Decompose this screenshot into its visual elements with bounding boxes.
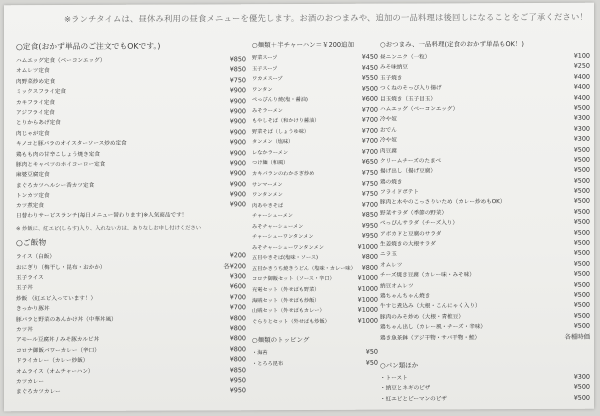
menu-item-name: フライドポテト [380, 189, 419, 196]
menu-item-price: ¥750 [361, 189, 378, 198]
menu-item-price: ¥700 [361, 115, 378, 125]
menu-item [252, 115, 378, 126]
menu-item-price: ¥500 [573, 217, 590, 227]
menu-item-name: タンメン（塩味） [252, 139, 294, 146]
menu-item [252, 357, 378, 368]
bread-list [380, 372, 590, 404]
menu-item-name: 鶏き魚茶鉢（アジ干物・サバ干物・鮭） [380, 334, 481, 342]
menu-item [16, 386, 246, 397]
menu-item-price: ¥850 [229, 55, 246, 64]
menu-item-price: ¥300 [573, 372, 590, 381]
menu-item-price: ¥1000 [357, 295, 378, 304]
menu-item-price: ¥500 [361, 84, 378, 93]
menu-item-name: オムライス（オムチャーハン） [16, 368, 94, 375]
menu-item-price: ¥900 [229, 159, 246, 168]
menu-item-name: ・納豆とネギのピザ [380, 385, 431, 392]
menu-item-name: みそチャーシューワンタンメン [252, 244, 324, 252]
menu-item-name: 鶏ちゃん出し（カレー風・チーズ・辛味） [380, 324, 487, 331]
menu-item-price: ¥1000 [357, 316, 378, 325]
menu-item-price: ¥700 [361, 126, 378, 135]
menu-item-price: ¥950 [229, 386, 246, 395]
menu-item-name: みそ味納豆 [380, 64, 408, 72]
menu-item [252, 168, 378, 179]
menu-item-price: ¥600 [361, 94, 378, 103]
menu-item-name: 野菜サラダ（季節の野菜） [380, 210, 448, 217]
menu-item-price: ¥850 [361, 210, 378, 219]
menu-item-price: ¥500 [573, 197, 590, 206]
menu-item [252, 252, 378, 263]
menu-item-name: アモール豆腐丼 / みそ豚カルビ丼 [16, 337, 100, 344]
menu-item-name: カツ丼 [16, 327, 33, 334]
menu-item-price: ¥900 [229, 86, 246, 95]
menu-item-price: ¥850 [229, 365, 246, 374]
menu-item-price: ¥500 [573, 207, 590, 216]
menu-item-price: ¥250 [573, 62, 590, 71]
menu-item-name: 豚バラと野菜のあんかけ丼（中華丼風） [16, 316, 117, 323]
menu-item-price: ¥500 [573, 311, 590, 320]
menu-item-price: ¥500 [573, 393, 590, 402]
menu-item-price: ¥300 [573, 134, 590, 143]
menu-item-price: ¥950 [361, 221, 378, 230]
menu-item-price: ¥400 [573, 93, 590, 102]
menu-item [380, 392, 590, 403]
menu-item-name: 肉野菜炒め定食 [16, 78, 56, 86]
menu-item-price: ¥600 [229, 282, 246, 291]
menu-item-name: コロナ御飯セット（ソース・辛口） [252, 276, 335, 283]
menu-item-price: ¥1000 [357, 274, 378, 283]
menu-item-price: ¥700 [361, 137, 378, 146]
menu-item-name: レなかラーメン [252, 149, 289, 157]
column-set-meals [16, 40, 246, 397]
set-meal-heading: ○定食(おかず単品のご注文でもOKです。) [16, 41, 161, 52]
menu-item-name: ワンタン [252, 86, 273, 93]
menu-item-name: チーズ焼き豆腐（カレー味・みそ味） [380, 272, 475, 279]
topping-list [252, 347, 378, 369]
menu-item-name: ・海苔 [252, 350, 268, 357]
menu-item-price: ¥650 [361, 158, 378, 167]
menu-item-name: オムレツ [380, 262, 403, 269]
menu-item [252, 73, 378, 84]
rice-heading: ○ご飯物 [16, 238, 47, 248]
noodle-heading: ○麺類＋半チャーハン＝￥200追加 [252, 40, 355, 50]
menu-item-price: ¥850 [229, 65, 246, 74]
menu-item-name: 納豆オムレツ [380, 283, 414, 290]
menu-item-name: ・トースト [380, 375, 408, 382]
menu-item [252, 315, 378, 326]
menu-item-price: ¥750 [229, 76, 246, 85]
menu-item-price: ¥800 [229, 324, 246, 333]
menu-item-name: 目玉焼き（玉子目玉） [380, 95, 436, 103]
menu-item-name: ・紅エビとピーマンのピザ [380, 396, 447, 403]
menu-item-price: ¥750 [361, 168, 378, 177]
menu-item-price: 各¥200 [223, 261, 246, 270]
menu-item-name: 昼ニンニク（一粒） [380, 54, 431, 61]
menu-item-price: ¥500 [573, 228, 590, 237]
menu-item [252, 220, 378, 231]
menu-item [252, 294, 378, 305]
menu-item-price: ¥900 [229, 190, 246, 199]
menu-item-name: まぐろカツカレー [16, 389, 61, 396]
menu-item-price: ¥500 [573, 269, 590, 279]
menu-item [252, 178, 378, 189]
menu-item [252, 189, 378, 200]
menu-item-price: ¥700 [361, 105, 378, 114]
menu-item-name: とりからあげ定食 [16, 120, 61, 127]
set-meal-list [16, 54, 246, 221]
menu-item-price: ¥500 [573, 176, 590, 185]
menu-item-name: サンマーメン [252, 181, 283, 188]
menu-item [252, 231, 378, 242]
menu-item-price: ¥950 [361, 231, 378, 241]
menu-item-name: 五目やきそば(塩味・ソース) [252, 255, 319, 262]
menu-item-name: ワンタンメン [252, 192, 283, 199]
menu-item-name: オムレツ定食 [16, 68, 50, 75]
menu-item-name: トンカツ定食 [16, 193, 50, 200]
menu-item-name: ・とろろ昆布 [252, 360, 284, 367]
rice-list [16, 250, 246, 396]
menu-item-price: ¥700 [361, 200, 378, 209]
menu-item [252, 273, 378, 284]
menu-item-name: おにぎり（梅干し・昆布・おかか） [16, 264, 106, 271]
menu-item-name: ドライカレー（カレー炒飯） [16, 358, 89, 365]
menu-item-price: ¥900 [229, 200, 246, 209]
menu-item-price: ¥700 [229, 293, 246, 302]
menu-item-price: ¥700 [361, 147, 378, 156]
menu-item-name: もやしそば（和かけり醤油） [252, 118, 320, 125]
menu-item-price: ¥500 [573, 259, 590, 268]
menu-item-price: ¥900 [229, 107, 246, 116]
menu-item-name: カキバランのわかさぎ炒め [252, 170, 315, 178]
menu-item [252, 147, 378, 158]
menu-item-price: ¥550 [361, 73, 378, 82]
menu-item-price: ¥500 [573, 301, 590, 310]
menu-item-name: 山賊セット（外せばもカレー） [252, 308, 325, 315]
column-snacks [380, 39, 590, 404]
menu-item-name: 玉子丼 [16, 285, 33, 292]
menu-item-price: ¥900 [229, 179, 246, 188]
menu-item-price: ¥750 [361, 179, 378, 188]
menu-item-price: ¥900 [229, 138, 246, 147]
menu-item [252, 83, 378, 94]
menu-item [252, 62, 378, 73]
menu-item-name: 玉子焼き [380, 75, 403, 82]
menu-item-price: ¥900 [229, 169, 246, 178]
menu-item-name: コロナ御飯パワーカレー（辛口） [16, 347, 100, 355]
menu-item-name: カツ煮定食 [16, 203, 44, 210]
menu-item-name: 肉あやきそば [252, 202, 284, 209]
bread-heading: ○パン類ほか [380, 361, 419, 370]
menu-item-price: ¥500 [573, 186, 590, 195]
menu-item-name: ミックスフライ定食 [16, 89, 67, 96]
menu-item-name: 牛すじ煮込み（大根・こんにゃく入り） [380, 303, 481, 311]
menu-item-name: 冷や奴 [380, 137, 397, 144]
menu-item-price: ¥500 [573, 103, 590, 112]
menu-item-price: ¥800 [229, 334, 246, 343]
menu-item-name: チャーシューメン [252, 213, 293, 220]
menu-item-name: 生姜焼きの大根サラダ [380, 241, 436, 248]
menu-item-name: クリームチーズのたまべ [380, 158, 442, 165]
menu-item-name: 玉子スープ [252, 65, 278, 72]
menu-item-name: 五目かきうち焼きうどん（塩味・カレー味） [252, 265, 356, 273]
menu-item [252, 305, 378, 316]
menu-item-name: 日替わりサービスランチ(毎日メニュー替わります)※人気商品です！ [16, 212, 188, 220]
menu-item-price: ¥500 [573, 383, 590, 392]
menu-item-name: 麻婆豆腐定食 [16, 172, 50, 179]
menu-item [252, 104, 378, 115]
menu-item-name: みそチャーシューメン [252, 223, 304, 230]
menu-item-price: ¥900 [229, 96, 246, 105]
menu-item-price: ¥450 [361, 63, 378, 72]
menu-item-name: 鶏ちゃんちゃん焼き [380, 293, 431, 300]
menu-item [252, 125, 378, 136]
menu-item-price: ¥900 [229, 117, 246, 126]
menu-item-name: 豚肉のみそ炒め（大根・青椎豆） [380, 314, 464, 321]
menu-item-name: ニラ玉 [380, 251, 397, 259]
menu-item-name: カツカレー [16, 379, 44, 386]
topping-heading: ○麺類のトッピング [252, 336, 310, 345]
menu-item-name: 肉豆腐 [380, 148, 397, 155]
menu-item [16, 210, 246, 221]
menu-item-name: 鶏もも肉の甘辛こしょう焼き定食 [16, 151, 100, 158]
menu-item-name: ぺっぴんサラダ（チーズ入り） [380, 220, 458, 227]
menu-item-name: ライス（白飯） [16, 254, 55, 261]
menu-item-name: みそラーメン [252, 107, 283, 114]
menu-item-name: 豚肉とキャベツのホイコーロー定食 [16, 161, 106, 169]
menu-item-price: ¥100 [573, 51, 590, 60]
menu-item-price: ¥50 [365, 358, 378, 367]
menu-item-price: ¥500 [573, 155, 590, 164]
menu-item [252, 136, 378, 147]
menu-item-price: ¥400 [573, 72, 590, 81]
menu-item [252, 347, 378, 358]
menu-item-name: 野菜そば（しょうゆ味） [252, 128, 310, 136]
menu-sheet [4, 3, 594, 412]
menu-item-price: ¥50 [365, 347, 378, 356]
menu-item-name: 玉子ライス [16, 275, 44, 282]
menu-item-name: 野菜スープ [252, 55, 278, 62]
snack-heading: ○おつまみ、一品料理(定食のおかず単品もOK！) [380, 40, 524, 49]
menu-item-price: ¥500 [573, 238, 590, 247]
menu-item-name: 肉じゃが定食 [16, 130, 50, 137]
menu-item-price: ¥700 [229, 303, 246, 312]
menu-item-price: ¥300 [573, 124, 590, 133]
menu-item-price: 各種時価 [564, 332, 590, 341]
menu-item-price: ¥1000 [357, 242, 378, 251]
menu-item-price: ¥800 [229, 355, 246, 364]
fried-rice-note: ※ 炒飯に、紅エビ(しらす)入り、入れない方は、ありなしお申し付けください [16, 225, 202, 233]
column-noodles [252, 40, 378, 369]
menu-item-name: ぐらりとセット（外せばも炒飯） [252, 318, 330, 325]
menu-item-price: ¥1000 [357, 284, 378, 293]
menu-item-name: つけ麺（和風） [252, 160, 289, 167]
menu-item-price: ¥450 [361, 52, 378, 61]
menu-item-name: キノコと豚バラのオイスターソース炒め定食 [16, 140, 127, 148]
menu-item [252, 52, 378, 63]
menu-item-name: ハムエッグ（ベーコンエッグ） [380, 106, 459, 113]
menu-item-name: アボカドと豆腐のサラダ [380, 231, 442, 238]
menu-item-price: ¥950 [229, 376, 246, 385]
menu-item-name: カキフライ定食 [16, 99, 55, 106]
menu-item-price: ¥900 [229, 127, 246, 137]
menu-item-name: つくねのそっぴ入り揚げ [380, 85, 442, 92]
menu-item-name: ワカメスープ [252, 76, 283, 83]
menu-item-price: ¥500 [573, 166, 590, 175]
menu-item-name: 充電セット（外せばも野菜） [252, 286, 320, 294]
menu-item-name: 鶏の焼き [380, 179, 403, 186]
menu-item-price: ¥500 [573, 321, 590, 330]
menu-item [252, 284, 378, 295]
menu-item-name: チャーシューワンタンメン [252, 234, 314, 241]
menu-item-price: ¥800 [361, 253, 378, 262]
menu-item-name: きっかり豚丼 [16, 306, 50, 313]
menu-item-price: ¥800 [361, 263, 378, 272]
menu-item-name: おでん [380, 127, 397, 134]
menu-item [252, 157, 378, 168]
menu-item-price: ¥1000 [357, 305, 378, 314]
menu-item-name: アジフライ定食 [16, 110, 55, 117]
menu-item-name: 炒飯 （紅エビ入っています！） [16, 295, 97, 303]
menu-item-price: ¥400 [573, 82, 590, 91]
menu-item-name: 揚げ出し（揚げ豆腐） [380, 168, 436, 175]
menu-item-name: 豚肉と木やのこっさりいため（カレー炒めもOK） [380, 199, 506, 207]
menu-item-price: ¥500 [573, 280, 590, 289]
menu-item-price: ¥300 [229, 272, 246, 281]
snack-list [380, 51, 590, 343]
menu-item-price: ¥800 [229, 313, 246, 322]
lunch-notice: ※ランチタイムは、昼休み利用の昼食メニューを優先します。お酒のおつまみや、追加の一品料理は後回しになることをご了承ください！ [64, 11, 588, 25]
menu-item [252, 199, 378, 210]
menu-item-price: ¥200 [229, 251, 246, 260]
menu-item-price: ¥500 [573, 249, 590, 258]
menu-item-name: ハムエッグ定食（ベーコンエッグ） [16, 57, 106, 65]
menu-item-price: ¥800 [229, 344, 246, 354]
menu-item-price: ¥300 [573, 114, 590, 123]
menu-item-price: ¥500 [573, 290, 590, 299]
menu-item-name: まぐろカツヘルシー香カツ定食 [16, 182, 95, 189]
menu-item [252, 241, 378, 252]
menu-item-name: 冷や奴 [380, 116, 397, 123]
menu-item-name: 海賊セット（外せばも炒飯） [252, 297, 320, 304]
noodle-list [252, 52, 378, 327]
menu-item-name: ぺっぴんり焼(塩・醤油) [252, 97, 308, 104]
menu-item [252, 263, 378, 274]
menu-item-price: ¥900 [229, 148, 246, 157]
menu-item [252, 94, 378, 105]
menu-item-price: ¥500 [573, 145, 590, 154]
menu-item [252, 210, 378, 221]
